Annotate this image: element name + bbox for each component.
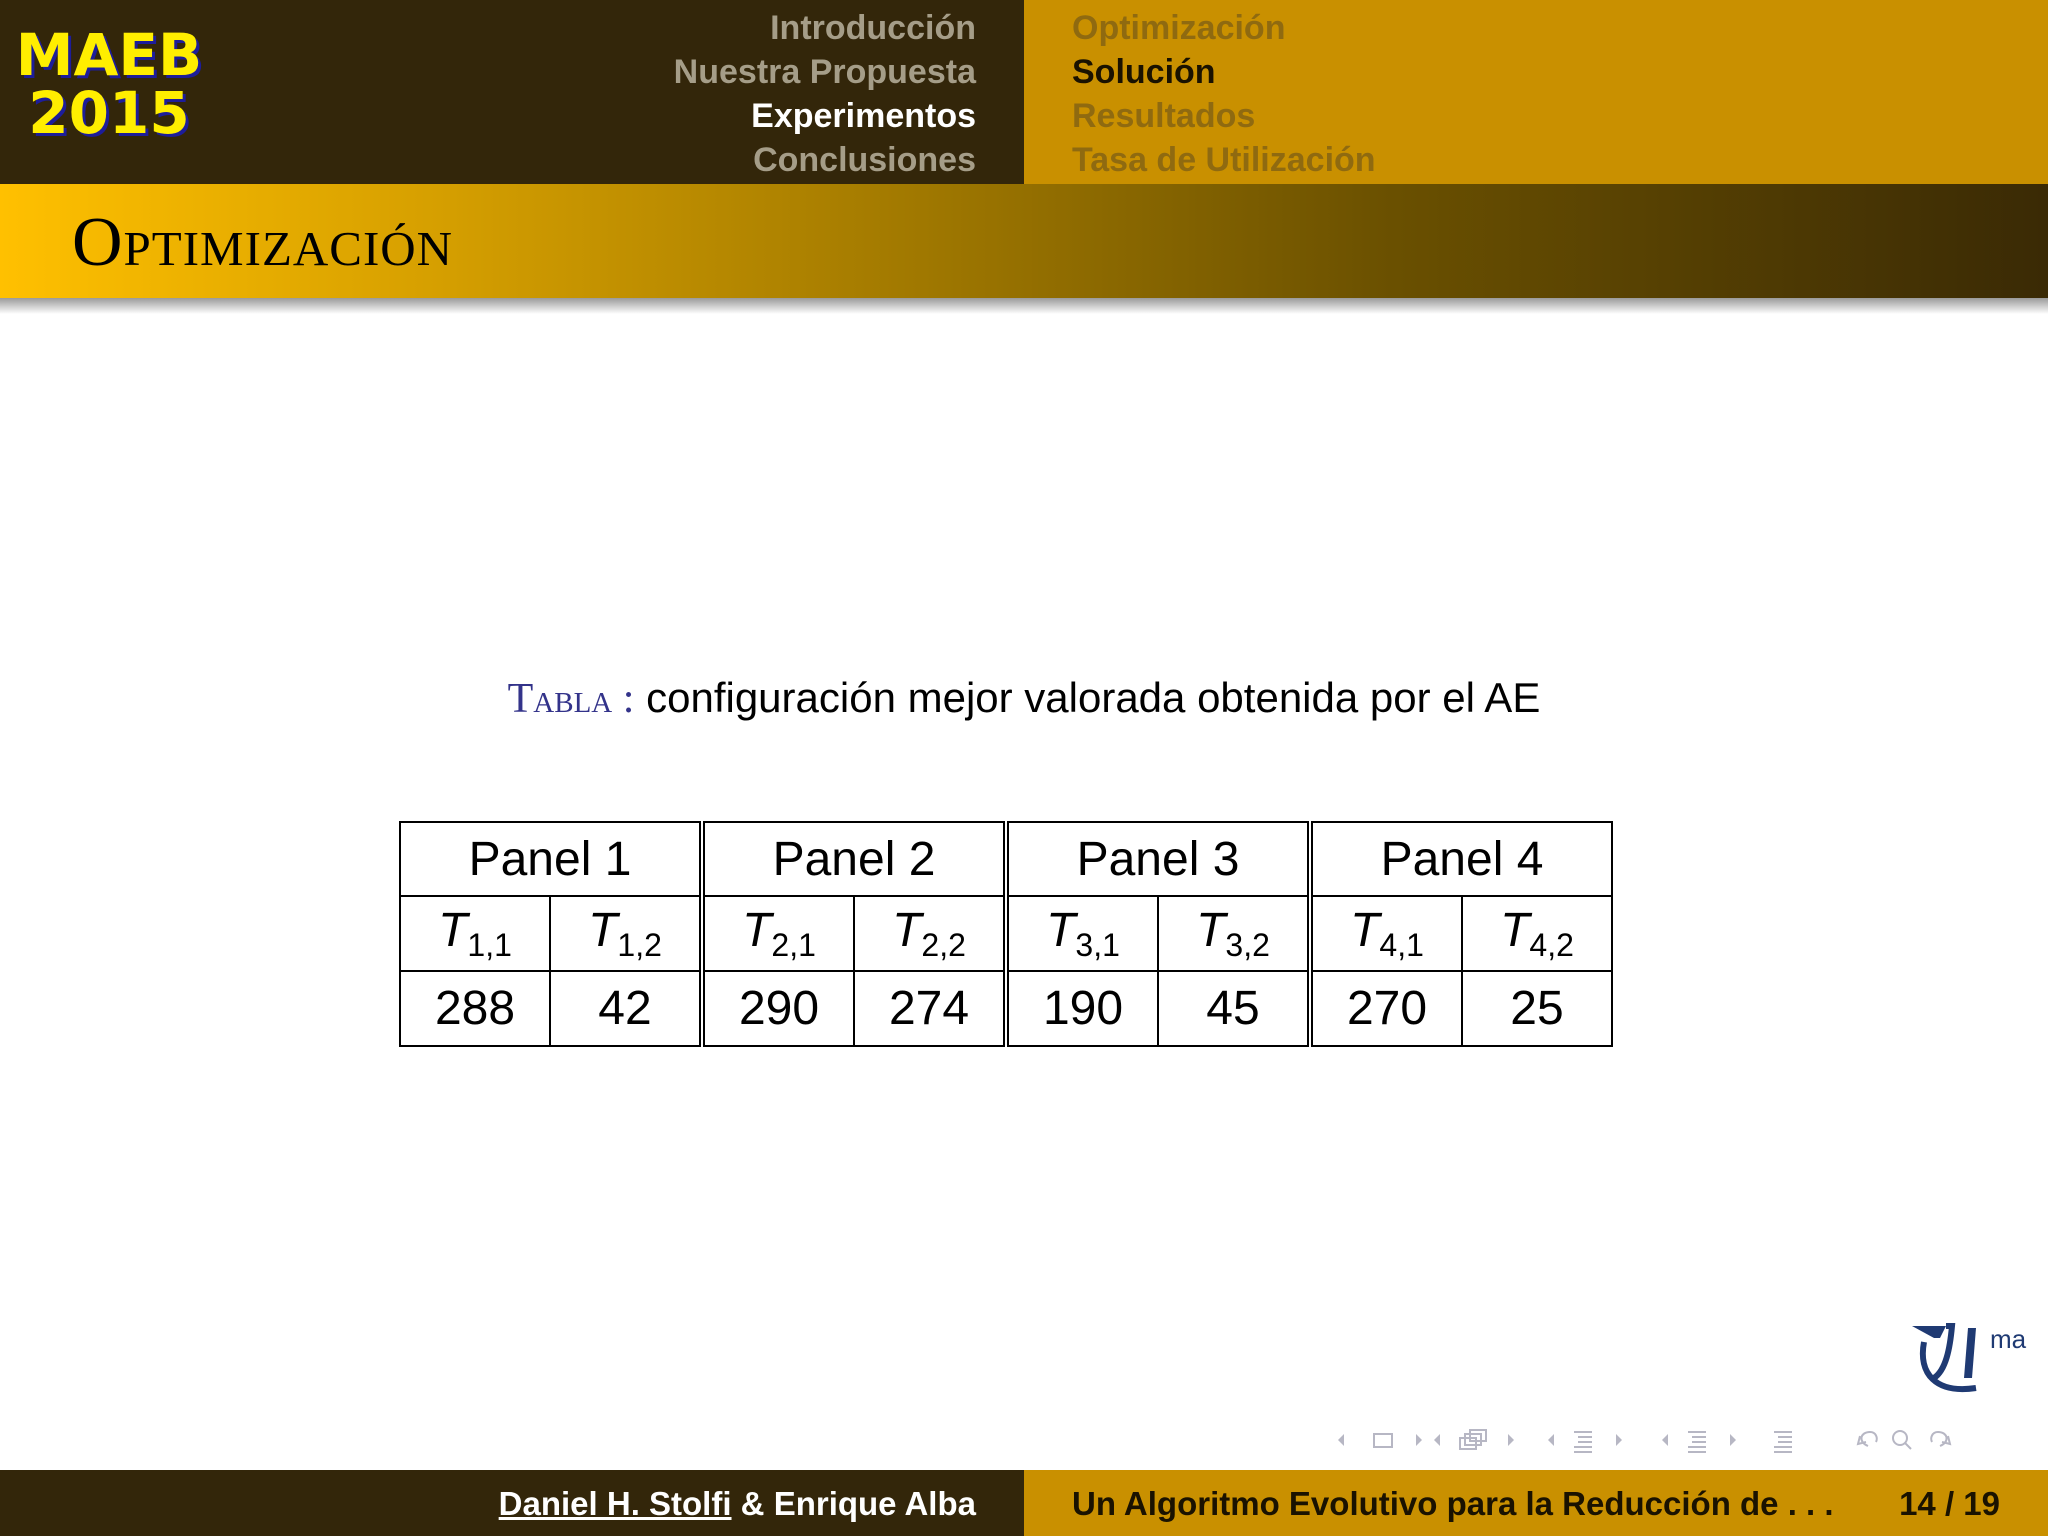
- variable-subscript: 3,2: [1225, 927, 1270, 963]
- frame-nav[interactable]: [1330, 1424, 1430, 1456]
- variable-symbol: T: [742, 904, 772, 957]
- subsection-nav-icons[interactable]: [1430, 1424, 1544, 1456]
- section-link-experimentos[interactable]: Experimentos: [751, 97, 976, 135]
- variable-cell: [1158, 896, 1310, 971]
- variable-cell: [1310, 896, 1462, 971]
- value-cell: 45: [1158, 971, 1310, 1046]
- value-cell: 288: [400, 971, 550, 1046]
- variable-subscript: 2,1: [771, 927, 816, 963]
- variable-cell: [854, 896, 1006, 971]
- caption-label: Tabla :: [507, 676, 635, 722]
- section-link-conclusiones[interactable]: Conclusiones: [753, 141, 976, 179]
- variable-cell: [1006, 896, 1158, 971]
- author-link[interactable]: Daniel H. Stolfi: [498, 1485, 732, 1522]
- variable-cell: [1462, 896, 1612, 971]
- section-nav-icons[interactable]: [1544, 1424, 1658, 1456]
- value-row: [400, 971, 1612, 1046]
- navigation-symbols: [1330, 1424, 1954, 1456]
- variable-subscript: 2,2: [921, 927, 966, 963]
- logo-ma-text: ma: [1990, 1324, 2027, 1354]
- variable-cell: [400, 896, 550, 971]
- caption-text: configuración mejor valorada obtenida por el AE: [646, 674, 1541, 721]
- variable-symbol: T: [1196, 904, 1226, 957]
- variable-cell: [550, 896, 702, 971]
- section-link-nuestra-propuesta[interactable]: Nuestra Propuesta: [673, 53, 976, 91]
- value-cell: 25: [1462, 971, 1612, 1046]
- variable-subscript: 4,1: [1379, 927, 1424, 963]
- value-cell: 274: [854, 971, 1006, 1046]
- author-name: Enrique Alba: [773, 1485, 976, 1522]
- presentation-nav-icons[interactable]: [1658, 1424, 1758, 1456]
- subsection-link-optimizacion[interactable]: Optimización: [1072, 9, 1286, 47]
- panel-header: Panel 4: [1310, 822, 1612, 896]
- subsection-link-resultados[interactable]: Resultados: [1072, 97, 1256, 135]
- back-icon: [1861, 1432, 1876, 1446]
- header: [0, 0, 2048, 184]
- variable-symbol: T: [1350, 904, 1380, 957]
- variable-symbol: T: [1046, 904, 1076, 957]
- logo-line-1: MAEB: [15, 21, 203, 89]
- variable-symbol: T: [1500, 904, 1530, 957]
- slide-title: Optimización: [72, 204, 454, 281]
- frame-icon: [1374, 1434, 1392, 1447]
- conference-logo: [14, 21, 204, 147]
- panel-header-row: [400, 822, 1612, 896]
- value-cell: 270: [1310, 971, 1462, 1046]
- author-separator: &: [731, 1485, 774, 1522]
- university-logo: [1906, 1318, 2036, 1414]
- section-link-introduccion[interactable]: Introducción: [770, 9, 976, 47]
- prev-subsection-icon: [1434, 1434, 1440, 1446]
- next-subsection-icon: [1508, 1434, 1514, 1446]
- subsection-link-tasa-de-utilizacion[interactable]: Tasa de Utilización: [1072, 141, 1376, 179]
- prev-frame-icon: [1338, 1434, 1344, 1446]
- subsection-nav: [1072, 6, 1376, 182]
- variable-subscript: 3,1: [1075, 927, 1120, 963]
- footer-short-title: Un Algoritmo Evolutivo para la Reducción de . . .: [1072, 1485, 1834, 1522]
- panel-header: Panel 1: [400, 822, 702, 896]
- variable-symbol: T: [588, 904, 618, 957]
- subsection-link-solucion[interactable]: Solución: [1072, 53, 1216, 91]
- panel-header: Panel 2: [702, 822, 1006, 896]
- panel-header: Panel 3: [1006, 822, 1310, 896]
- value-cell: 42: [550, 971, 702, 1046]
- variable-subscript: 1,2: [617, 927, 662, 963]
- page-number: 14 / 19: [1899, 1485, 2000, 1522]
- appendix-nav-icons[interactable]: [1758, 1424, 1854, 1456]
- section-list-icon: [1574, 1432, 1592, 1452]
- search-icon: [1893, 1431, 1907, 1445]
- variable-row: [400, 896, 1612, 971]
- next-frame-icon: [1416, 1434, 1422, 1446]
- document-list-icon: [1688, 1432, 1706, 1452]
- variable-subscript: 1,1: [467, 927, 512, 963]
- table-caption: [0, 672, 2048, 725]
- variable-cell: [702, 896, 854, 971]
- search-undo-nav[interactable]: [1854, 1424, 1954, 1456]
- title-bar-shadow: [0, 298, 2048, 314]
- variable-symbol: T: [438, 904, 468, 957]
- value-cell: 190: [1006, 971, 1158, 1046]
- variable-symbol: T: [892, 904, 922, 957]
- variable-subscript: 4,2: [1529, 927, 1574, 963]
- footer-authors: [499, 1484, 976, 1524]
- section-nav: [674, 6, 976, 182]
- forward-icon: [1931, 1432, 1946, 1446]
- results-table: [399, 821, 1613, 1047]
- appendix-list-icon: [1774, 1432, 1792, 1452]
- logo-line-2: 2015: [28, 79, 190, 147]
- value-cell: 290: [702, 971, 854, 1046]
- slides-stack-icon: [1470, 1430, 1486, 1441]
